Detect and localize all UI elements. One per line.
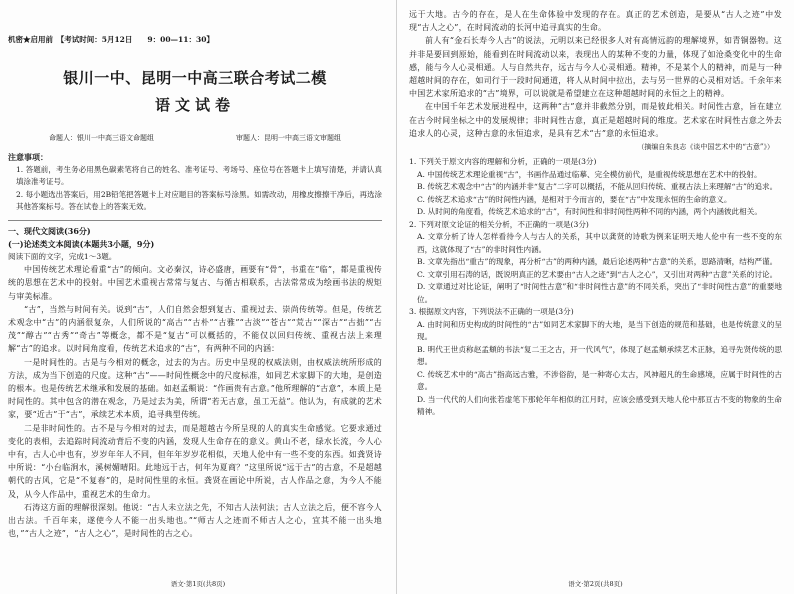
option-a: A. 由时间和历史构成的时间性的“古”如同艺术家脚下的大地，是当下创造的规范和基础，也是传统意义的呈现。 [417,319,782,342]
exam-header: 机密★启用前 【考试时间：5月12日 9：00—11：30】 [8,35,214,44]
option-b: B. 明代王世贞称赵孟頫的书法“复二王之古，开一代风气”，体现了赵孟頫承续艺术正脉，追寻先贤传统的思想。 [417,344,782,367]
option-a: A. 文章分析了诗人怎样看待今人与古人的关系，其中以龚贤的诗歌为例来证明天地人伦中有一些不变的东西，这就体现了“古”的非时间性内涵。 [417,232,782,254]
subsection-heading: (一)论述类文本阅读(本题共3小题，9分) [8,238,155,249]
paragraph: “古”，当然与时间有关。说到“古”，人们自然会想到复古、重视过去、崇尚传统等。但是，传统艺术观念中“古”的内涵很复杂，人们所说的“高古”“古朴”“古雅”“古淡”“苍古”“荒古”“深古”“古拙”“古茂”“醇古”“古秀”“奇古”等概念，都不是“复古”可以概括的，不能仅以回归传统、重视古法上来理解“古”的追求。以时间角度看，传统艺术追求的“古”，有两种不同的内涵： [8,304,382,354]
page-footer: 语文·第2页(共8页) [568,580,623,588]
paragraph: 中国传统艺术理论看重“古”的倾向。文必秦汉，诗必盛唐，画要有“骨”，书重在“临”，都是重视传统的思想在艺术中的投射。中国艺术重视古常常与复古、与循古相联系，古法常常成为绘画书法的规矩与审美标准。 [8,265,382,301]
question-stem: 1. 下列关于原文内容的理解和分析，正确的一项是(3分) [409,157,597,167]
note-2: 2. 每小题选出答案后，用2B铅笔把答题卡上对应题目的答案标号涂黑。如需改动，用橡皮擦擦干净后，再选涂其他答案标号。答在试卷上的答案无效。 [16,189,382,212]
question-stem: 2. 下列对原文论证的相关分析，不正确的一项是(3分) [409,219,589,229]
question-3 [409,306,782,419]
option-d: D. 文章通过对比论证，阐明了“时间性古意”和“非时间性古意”的不同关系，突出了“非时间性古意”的重要地位。 [417,282,782,304]
exam-title: 银川一中、昆明一中高三联合考试二模 [63,69,327,87]
option-c: C. 文章引用石涛的话，既说明真正的艺术要由“古人之迹”到“古人之心”，又引出对两种“古意”关系的讨论。 [417,269,778,279]
option-d: D. 从时间的角度看，传统艺术追求的“古”，有时间性和非时间性两种不同的内涵，两个内涵彼此相关。 [417,207,762,217]
divider [8,220,382,221]
paragraph: 前人有“金石长寿今人古”的说法，元明以来已经很多人对有高情远韵的理解境界，如青铜器物。这并非是要回到原始，能看到在时间流动以来，表现出人的某种不变的力量，体现了如沧桑变化中的生命感，能与今人心灵相通。人与自然共存，远古与今人心灵相通。精神，不是某个人的精神，而是与一种超越时间的存在，如司行于一段时间通道，将人从时间中拉出，去与另一世界的心灵相对话。千余年来中国艺术家所追求的“古”境界，可以说就是希望建立在这种超越时间的永恒之上的精神。 [409,36,782,99]
exam-subtitle: 语文试卷 [154,96,235,114]
paragraph: 远于大地。古今的存在，是人在生命体验中发现的存在。真正的艺术创造，是要从“古人之迹”中发现“古人之心”，在时间流动的长河中追寻真实的生命。 [409,10,782,33]
option-c: C. 传统艺术中的“高古”指高远古雅，不涉俗韵，是一种寄心太古，风神超凡的生命感境，应属于时间性的古意。 [417,369,782,392]
paragraph: 一是时间性的。古是与今相对的概念，过去的为古。历史中呈现的权威法则，由权威法统所形成的方法，成为当下创造的尺度。这种“古”——时间性概念中的尺度标准，如同艺术家脚下的大地，是创造的根本。也是传统艺术继承和发展的基础。如赵孟頫说：“作画贵有古意。”他所理解的“古意”，本质上是时间性的。其中包含的潜在观念，乃是过去为美，所谓“若无古意，虽工无益”。他认为，有成就的艺术家，要“近古”于“古”，承续艺术本质，追寻典型传统。 [8,357,382,420]
authors [8,133,382,143]
question-2 [409,219,782,307]
notes-heading: 注意事项： [8,152,48,162]
page-footer: 语文·第1页(共8页) [170,580,226,588]
right-page [397,0,794,594]
paragraph: 在中国千年艺术发展进程中，这两种“古”意并非截然分别，而是彼此相关。时间性古意，旨在建立在古今时间坐标之中的发展规律；非时间性古意，真正是超越时间的维度。艺术家在时间性古意之外去追求人的心灵，这种古意的永恒追求，是具有艺术“古”意的永恒追求。 [409,102,782,138]
instruction: 阅读下面的文字，完成1～3题。 [8,251,117,261]
section-heading: 一、现代文阅读(36分) [8,225,91,236]
author-left: 命题人：银川一中高三语文命题组 [49,134,154,142]
paragraph: 石涛这方面的理解很深刻。他说：“古人未立法之先，不知古人法何法；古人立法之后，便不容今人出古法。千百年来，遂使今人不能一出头地也。”“师古人之迹而不师古人之心，宜其不能一出头地也，”“古人之迹”，“古人之心”，是时间性的古之心。 [8,502,382,539]
option-d: D. 当一代代的人们向张若虚笔下那轮年年相似的江月时，应该会感受到天地人伦中那亘古不变的物象的生命精神。 [417,394,782,417]
question-1 [409,156,782,219]
option-c: C. 传统艺术追求“古”的时间性内涵，是相对于今而言的，要在“古”中发现永恒的生命的意义。 [417,194,732,204]
option-b: B. 文章先指出“重古”的现象，再分析“古”的两种内涵，最后论述两种“古意”的关系，思路清晰，结构严谨。 [417,257,778,267]
question-stem: 3. 根据原文内容，下列说法不正确的一项是(3分) [409,307,574,317]
option-a: A. 中国传统艺术理论重视“古”，书画作品通过临摹、完全模仿前代，是重视传统思想在艺术中的投射。 [417,169,762,179]
note-1: 1. 答题前，考生务必用黑色碳素笔将自己的姓名、准考证号、考场号、座位号在答题卡上填写清楚，并请认真填涂准考证号。 [16,165,382,187]
option-b: B. 传统艺术观念中“古”的内涵并非“复古”二字可以概括，不能从回归传统、重视古法上来理解“古”的追求。 [417,182,778,192]
source-citation: （摘编自朱良志《谈中国艺术中的“古意”》） [637,143,774,152]
author-right: 审题人：昆明一中高三语文审题组 [236,134,341,142]
paragraph: 二是非时间性的。古不是与今相对的过去，而是超越古今所呈现的人的真实生命感觉。它要求通过变化的表相，去追踪时间流动背后不变的内涵，发现人生命存在的意义。黄山不老，绿水长流，今人心中有，古人心中也有，岁岁年年人不同，但年年岁岁花相似，天地人伦中有一些不变的东西。如龚贤诗中所说：“小台临涧水，溪树媚晴阳。此地远于古，何年为夏商？”这里所说“远于古”的古意，不是超越朝代的古风，它是“不复春”的，是时间性里的永恒。龚贤在画论中所说，古人作品之意，为今人不能及，从今人作品中，重视艺术的生命力。 [8,423,382,499]
